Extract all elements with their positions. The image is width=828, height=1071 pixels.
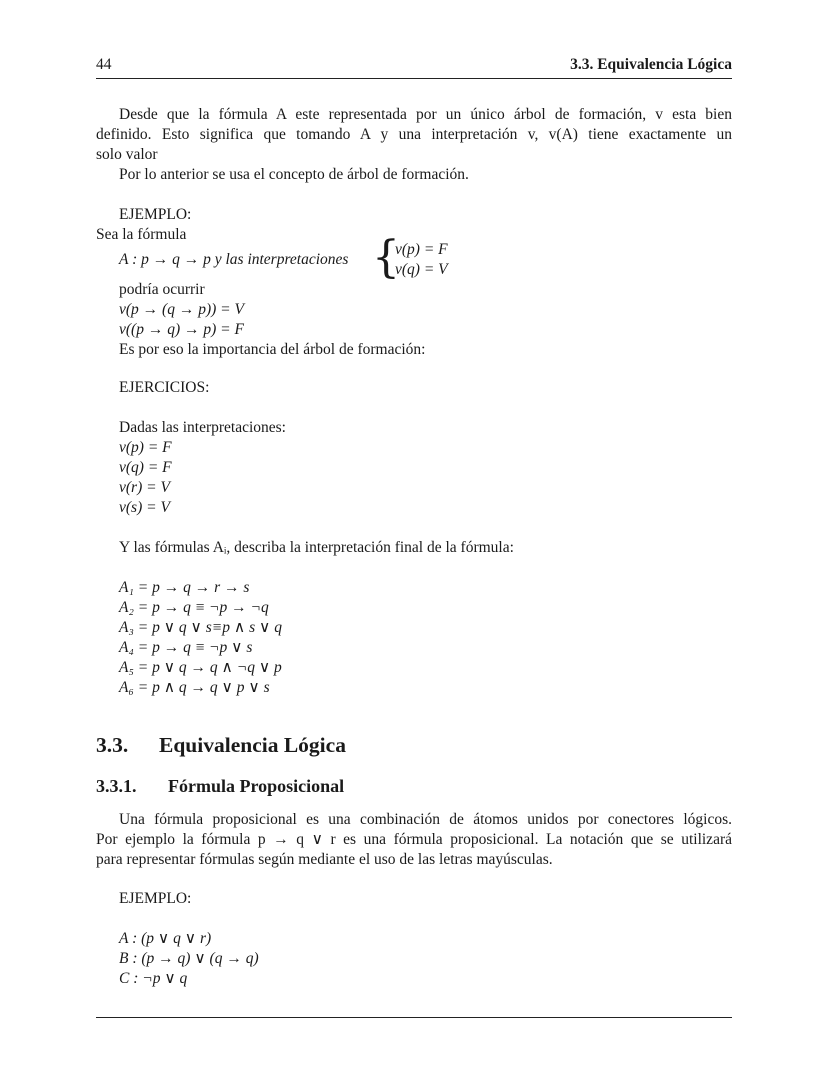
body-line-3: para representar fórmulas según mediante el uso de las letras mayúsculas. (96, 851, 553, 868)
subsection-title: Fórmula Proposicional (168, 776, 345, 796)
interpretation-q: v(q) = V (395, 261, 448, 278)
intro-line-1: Desde que la fórmula A este representada por un único árbol de formación, v esta bien (119, 106, 732, 123)
exercises-instruction: Y las fórmulas Aᵢ, describa la interpretación final de la fórmula: (119, 539, 514, 556)
evaluation-2: v((p → q) → p) = F (119, 321, 244, 338)
formula-item: A₁ = p → q → r → s (119, 579, 250, 596)
formula-item: A₆ = p ∧ q → q ∨ p ∨ s (119, 679, 270, 696)
example-formula: A : p → q → p y las interpretaciones (119, 251, 349, 268)
example-2-formula: B : (p → q) ∨ (q → q) (119, 950, 259, 967)
example-2-label: EJEMPLO: (119, 890, 192, 907)
example-conclusion: Es por eso la importancia del árbol de formación: (119, 341, 426, 358)
example-podria: podría ocurrir (119, 281, 205, 298)
interpretation-item: v(s) = V (119, 499, 170, 516)
example-2-formula: A : (p ∨ q ∨ r) (119, 930, 212, 947)
section-number: 3.3. (96, 733, 129, 757)
formula-item: A₃ = p ∨ q ∨ s≡p ∧ s ∨ q (119, 619, 282, 636)
example-2-formula: C : ¬p ∨ q (119, 970, 188, 987)
footer-rule (96, 1017, 732, 1018)
formula-item: A₄ = p → q ≡ ¬p ∨ s (119, 639, 253, 656)
example-label: EJEMPLO: (119, 206, 192, 223)
example-intro: Sea la fórmula (96, 226, 187, 243)
intro-paragraph-2: Por lo anterior se usa el concepto de árbol de formación. (119, 166, 469, 183)
running-title: 3.3. Equivalencia Lógica (570, 56, 732, 73)
exercises-label: EJERCICIOS: (119, 379, 210, 396)
interpretation-p: v(p) = F (395, 241, 448, 258)
intro-line-3: solo valor (96, 146, 158, 163)
evaluation-1: v(p → (q → p)) = V (119, 301, 244, 318)
interpretation-item: v(p) = F (119, 439, 172, 456)
formula-item: A₅ = p ∨ q → q ∧ ¬q ∨ p (119, 659, 282, 676)
body-line-2: Por ejemplo la fórmula p → q ∨ r es una fórmula proposicional. La notación que se utilizará (96, 831, 732, 848)
page-number: 44 (96, 56, 112, 73)
intro-line-2: definido. Esto significa que tomando A y una interpretación v, v(A) tiene exactamente un (96, 126, 732, 143)
interpretation-item: v(r) = V (119, 479, 170, 496)
subsection-number: 3.3.1. (96, 776, 137, 796)
interpretation-item: v(q) = F (119, 459, 172, 476)
exercises-intro: Dadas las interpretaciones: (119, 419, 286, 436)
body-line-1: Una fórmula proposicional es una combinación de átomos unidos por conectores lógicos. (119, 811, 732, 828)
formula-item: A₂ = p → q ≡ ¬p → ¬q (119, 599, 269, 616)
page-header (96, 56, 732, 79)
section-title: Equivalencia Lógica (159, 733, 346, 757)
left-brace: { (372, 232, 400, 283)
